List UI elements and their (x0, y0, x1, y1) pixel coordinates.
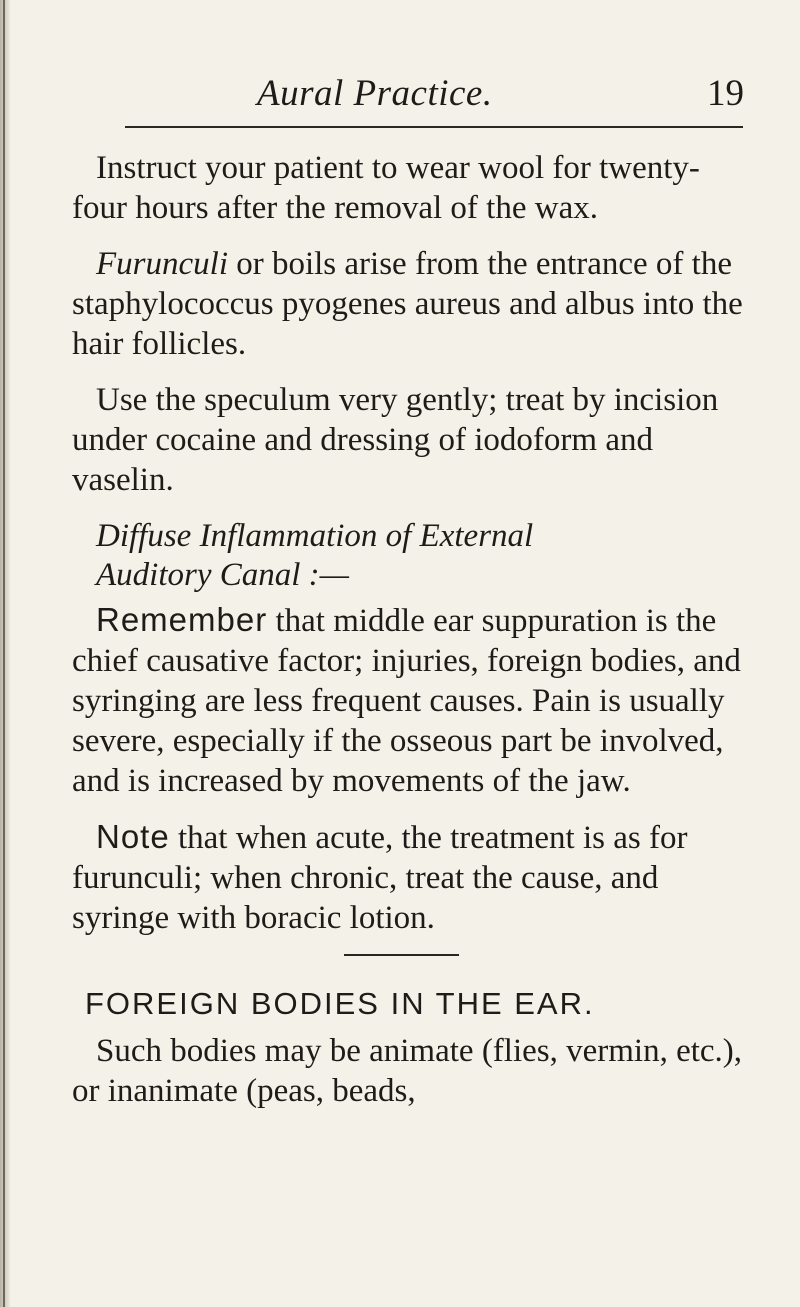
paragraph-speculum-treatment: Use the speculum very gently; treat by incision under cocaine and dressing of iodoform and vaselin. (72, 382, 719, 498)
furunculi-term: Furunculi (96, 246, 228, 282)
note-paragraph-text: that when acute, the treatment is as for furunculi; when chronic, treat the cause, and syringe with boracic lotion. (72, 820, 688, 936)
section-title-diffuse-inflammation (96, 516, 754, 595)
remember-paragraph-text: that middle ear suppuration is the chief causative factor; injuries, foreign bodies, and syringing are less frequent causes. Pain is usually severe, especially if the osseous part be involved, and is increased by movements of the jaw. (72, 603, 741, 799)
running-title: Aural Practice. (257, 73, 493, 114)
page-text (72, 148, 754, 1127)
book-spine-edge (0, 0, 10, 1307)
section-separator-rule (344, 954, 459, 956)
section-title-line-2: Auditory Canal :— (96, 557, 349, 593)
paragraph-remember-causes (72, 600, 754, 801)
paragraph-furunculi (72, 244, 754, 364)
paragraph-note-treatment (72, 817, 754, 938)
furunculi-description: or boils arise from the entrance of the staphylococcus pyogenes aureus and albus into the hair follicles. (72, 246, 743, 362)
page-header (72, 60, 754, 114)
paragraph-wool-instruction: Instruct your patient to wear wool for twenty-four hours after the removal of the wax. (72, 150, 700, 226)
section-title-line-1: Diffuse Inflammation of External (96, 518, 534, 554)
foreign-bodies-heading: FOREIGN BODIES IN THE EAR. (85, 986, 595, 1021)
note-lead-word: Note (96, 818, 170, 855)
page-number: 19 (707, 73, 744, 114)
book-page (72, 60, 754, 1109)
remember-lead-word: Remember (96, 601, 268, 638)
spine-shadow-line (3, 0, 5, 1307)
header-rule (125, 126, 743, 128)
paragraph-foreign-bodies: Such bodies may be animate (flies, vermin, etc.), or inanimate (peas, beads, (72, 1033, 743, 1109)
